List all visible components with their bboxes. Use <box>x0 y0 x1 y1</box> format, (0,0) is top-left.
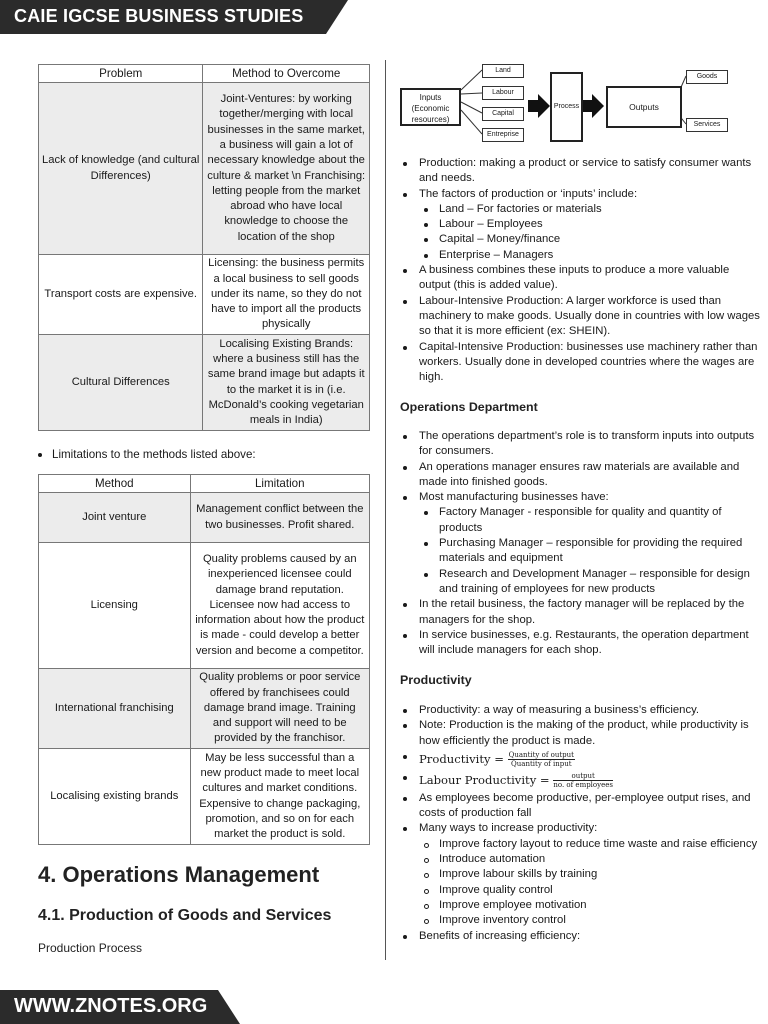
list-item-text: As employees become productive, per-employee output rises, and costs of production fall <box>419 791 751 820</box>
footer-site-link[interactable]: WWW.ZNOTES.ORG <box>14 995 208 1017</box>
list-item-text: – For factories or materials <box>464 202 602 215</box>
inputs-box <box>400 88 461 126</box>
formula-numerator: Quantity of output <box>508 751 574 760</box>
term-factory-manager: Factory Manager <box>439 506 525 519</box>
list-item <box>400 340 760 386</box>
term-land: Land <box>439 202 465 215</box>
list-item: Improve quality control <box>400 883 760 898</box>
process-box: Process <box>550 72 583 142</box>
table-cell-problem: Lack of knowledge (and cultural Differences) <box>39 83 203 255</box>
list-item: Improve inventory control <box>400 913 760 928</box>
table-cell-method: Localising existing brands <box>39 749 191 845</box>
list-item-text: - responsible for quality and quantity of products <box>439 506 722 534</box>
term-rd-manager: Research and Development Manager <box>439 567 627 580</box>
list-item <box>400 429 760 460</box>
formula-label: Labour Productivity <box>419 772 537 787</box>
section-title: 4.1. Production of Goods and Services <box>38 907 332 924</box>
arrow-icon <box>528 94 550 118</box>
list-item-text: – Employees <box>474 218 543 231</box>
formula-denominator: no. of employees <box>553 781 613 790</box>
land-box: Land <box>482 64 524 78</box>
list-item-text: Most manufacturing businesses have: <box>419 491 609 504</box>
list-item <box>400 490 760 505</box>
list-item-text: – Money/finance <box>474 233 561 246</box>
production-process-diagram <box>398 62 733 144</box>
list-item-text: In service businesses, e.g. Restaurants, the operation department will include managers for each shop. <box>419 628 749 657</box>
arrow-icon <box>582 94 604 118</box>
problems-table <box>38 64 370 431</box>
list-item: Improve employee motivation <box>400 898 760 913</box>
list-item-text: In the retail business, the factory manager will be replaced by the managers for the shop. <box>419 598 745 626</box>
list-item-text: An <box>419 460 436 473</box>
list-item-text: – Managers <box>490 248 554 261</box>
term-enterprise: Enterprise <box>439 248 491 261</box>
formula-numerator: output <box>553 772 613 781</box>
term-note: Note <box>419 719 443 732</box>
table-cell-limitation: Management conflict between the two businesses. Profit shared. <box>190 493 369 543</box>
chapter-title: 4. Operations Management <box>38 862 320 887</box>
table-cell-problem: Cultural Differences <box>39 335 203 431</box>
formula-denominator: Quantity of input <box>511 760 572 769</box>
limitations-intro-text: Limitations to the methods listed above: <box>52 448 256 461</box>
table-cell-limitation: Quality problems caused by an inexperienced licensee could damage brand reputation. Licensee now had access to information about how the product is made - could develop a better version and become a competitor. <box>190 543 369 669</box>
labour-box: Labour <box>482 86 524 100</box>
list-item <box>400 567 760 598</box>
term-capital-intensive: Capital-Intensive Production <box>419 340 561 353</box>
bullet-icon <box>38 453 42 457</box>
list-item-text: A larger workforce is used than machinery to make goods. Usually done in countries with low wages so that it is more efficient (ex: SHEIN). <box>419 294 760 338</box>
page-header-title: CAIE IGCSE BUSINESS STUDIES <box>14 6 304 26</box>
list-item <box>400 703 760 718</box>
productivity-section <box>400 703 760 944</box>
list-item-text: – responsible for design and training of employees for new products <box>439 567 750 595</box>
list-item <box>400 929 760 944</box>
list-item: Improve factory layout to reduce time waste and raise efficiency <box>400 837 760 852</box>
formula-fraction <box>553 772 613 789</box>
services-box: Services <box>686 118 728 132</box>
goods-box: Goods <box>686 70 728 84</box>
table-cell-limitation: Quality problems or poor service offered by franchisees could damage brand image. Training and support will need to be provided by the franchisor. <box>190 669 369 749</box>
list-item <box>400 821 760 836</box>
term-labour-intensive: Labour-Intensive Production: <box>419 294 564 307</box>
list-item <box>400 217 760 232</box>
productivity-formula: Productivity = $\frac{\text{Quantity of output}}{\text{Quantity of input}}$ <box>400 749 760 770</box>
list-item-text: The operations department’s role is to transform inputs into outputs for consumers. <box>419 430 755 458</box>
limitations-table <box>38 474 370 845</box>
list-item-text: Many ways to increase productivity: <box>419 822 598 835</box>
list-item-text: : Production is the making of the product, while productivity is how efficiently the product is made. <box>419 719 749 747</box>
term-purchasing-manager: Purchasing Manager <box>439 537 544 550</box>
enterprise-box: Entreprise <box>482 128 524 142</box>
list-item <box>400 294 760 340</box>
term-operations-manager: operations manager <box>435 460 537 473</box>
production-section <box>400 156 760 385</box>
formula-fraction <box>508 751 575 768</box>
productivity-heading: Productivity <box>400 673 472 687</box>
list-item-text: ensures raw materials are available and made into finished goods. <box>419 460 740 488</box>
list-item-text: The factors of production or ‘inputs’ include: <box>419 187 638 200</box>
inputs-label: (Economic <box>411 104 450 113</box>
outputs-box: Outputs <box>606 86 682 128</box>
list-item <box>400 187 760 202</box>
list-item <box>400 202 760 217</box>
capital-box: Capital <box>482 107 524 121</box>
list-item <box>400 505 760 536</box>
inputs-label: Inputs <box>419 93 442 102</box>
limitations-intro <box>38 448 256 461</box>
term-productivity: Productivity <box>419 704 478 716</box>
operations-section <box>400 429 760 658</box>
table-cell-method: Licensing <box>39 543 191 669</box>
table-cell-method: Localising Existing Brands: where a business still has the same brand image but adapts it to the market it is in (i.e. McDonald’s cooking vegetarian meals in India) <box>203 335 370 431</box>
operations-department-heading: Operations Department <box>400 400 538 414</box>
table-header-problem: Problem <box>39 65 203 83</box>
table-cell-method: International franchising <box>39 669 191 749</box>
list-item <box>400 156 760 187</box>
list-item-text: : making a product or service to satisfy consumer wants and needs. <box>419 157 752 185</box>
term-labour: Labour <box>439 218 475 231</box>
list-item <box>400 536 760 567</box>
list-item: Introduce automation <box>400 852 760 867</box>
table-cell-method: Joint-Ventures: by working together/merging with local businesses in the same market, a business will gain a lot of necessary knowledge about the culture & market \n Franchising: letting people from the market abroad who have local knowledge to choose the location of the shop <box>203 83 370 255</box>
table-header-method: Method <box>39 475 191 493</box>
labour-productivity-formula: Labour Productivity = $\frac{\text{output}}{\text{no. of employees}}$ <box>400 770 760 791</box>
list-item-text: : a way of measuring a business’s efficiency. <box>477 704 700 716</box>
table-cell-method: Licensing: the business permits a local business to sell goods under its name, so they do not have to import all the products physically <box>203 255 370 335</box>
column-divider <box>385 60 386 960</box>
list-item <box>400 791 760 822</box>
list-item <box>400 232 760 247</box>
list-item-text: – responsible for providing the required materials and equipment <box>439 537 743 565</box>
table-header-limitation: Limitation <box>190 475 369 493</box>
formula-label: Productivity <box>419 751 491 766</box>
list-item <box>400 597 760 628</box>
table-cell-limitation: May be less successful than a new product made to meet local cultures and market conditions. Expensive to change packaging, promotion, and so on for each market the product is sold. <box>190 749 369 845</box>
list-item-text: Benefits of increasing efficiency: <box>419 929 581 942</box>
list-item: Improve labour skills by training <box>400 867 760 882</box>
table-cell-method: Joint venture <box>39 493 191 543</box>
table-header-method: Method to Overcome <box>203 65 370 83</box>
list-item <box>400 718 760 749</box>
inputs-label: resources) <box>411 115 450 124</box>
table-cell-problem: Transport costs are expensive. <box>39 255 203 335</box>
list-item <box>400 628 760 659</box>
subsection-title: Production Process <box>38 941 143 955</box>
list-item-text: A business combines these inputs to produce a more valuable output (this is added value). <box>419 264 730 292</box>
list-item <box>400 460 760 491</box>
term-capital: Capital <box>439 233 475 246</box>
term-production: Production <box>419 157 474 169</box>
list-item <box>400 248 760 263</box>
list-item <box>400 263 760 294</box>
list-item-text: : businesses use machinery rather than workers. Usually done in developed countries where the wages are high. <box>419 340 758 384</box>
